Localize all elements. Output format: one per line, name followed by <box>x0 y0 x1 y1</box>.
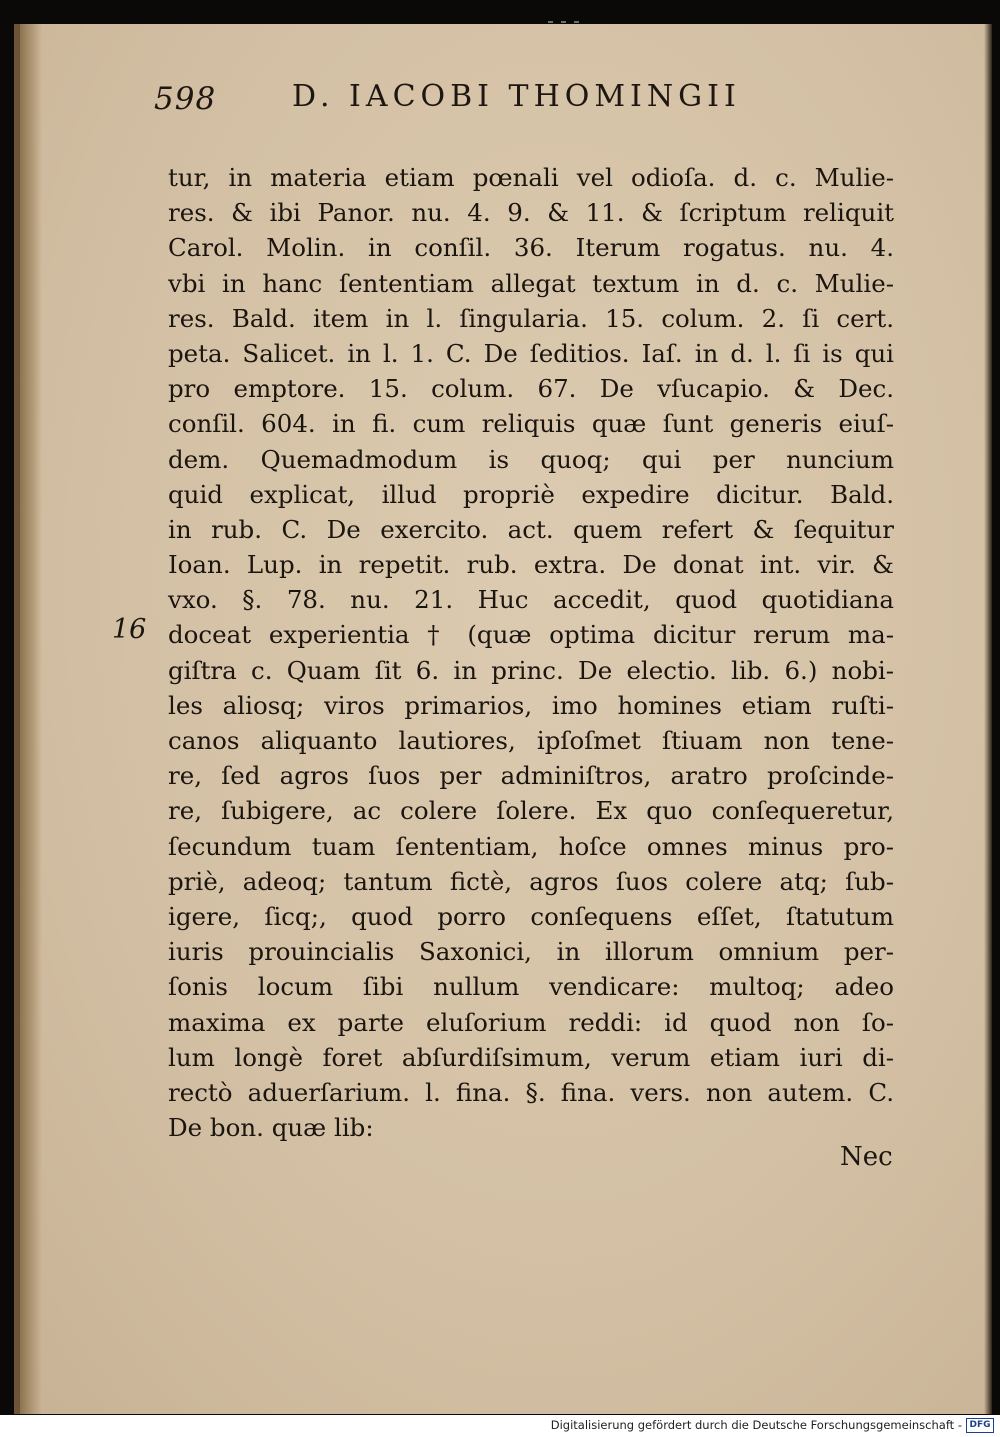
text-line: peta. Salicet. in l. 1. C. De ſeditios. Iaſ. in d. l. ſi is qui <box>168 338 894 368</box>
text-line: re, ſed agros ſuos per adminiſtros, aratro proſcinde- <box>168 761 894 791</box>
text-line: maxima ex parte eluſorium reddi: id quod non ſo- <box>168 1007 894 1037</box>
text-line: rectò aduerſarium. l. fina. §. fina. vers. non autem. C. <box>168 1077 894 1107</box>
text-line: Carol. Molin. in conſil. 36. Iterum rogatus. nu. 4. <box>168 233 894 263</box>
dfg-logo: DFG <box>966 1418 994 1433</box>
text-line: vxo. §. 78. nu. 21. Huc accedit, quod quotidiana <box>168 585 894 615</box>
running-head: D. IACOBI THOMINGII <box>292 79 741 114</box>
text-line: in rub. C. De exercito. act. quem refert & ſequitur <box>168 514 894 544</box>
text-line: igere, ſicq;, quod porro conſequens eſſet, ſtatutum <box>168 901 894 931</box>
scan-top-marks <box>548 10 588 14</box>
page-edge-shadow <box>984 24 992 1414</box>
text-line: canos aliquanto lautiores, ipſoſmet ſtiuam non tene- <box>168 726 894 755</box>
page-gutter <box>20 24 42 1414</box>
text-line: De bon. quæ lib: <box>168 1113 374 1143</box>
text-line: doceat experientia † (quæ optima dicitur rerum ma- <box>168 620 894 650</box>
text-line: lum longè foret abſurdiſsimum, verum etiam iuri di- <box>168 1042 894 1072</box>
text-line: vbi in hanc ſententiam allegat textum in d. c. Mulie- <box>168 268 894 298</box>
text-line: pro emptore. 15. colum. 67. De vſucapio. & Dec. <box>168 374 894 404</box>
margin-note-number: 16 <box>112 614 147 645</box>
text-line: ſonis locum ſibi nullum vendicare: multoq; adeo <box>168 972 894 1002</box>
text-line: priè, adeoq; tantum fictè, agros ſuos colere atq; ſub- <box>168 866 894 896</box>
text-line: re, ſubigere, ac colere ſolere. Ex quo conſequeretur, <box>168 796 894 826</box>
body-text <box>168 160 894 1145</box>
text-line: quid explicat, illud propriè expedire dicitur. Bald. <box>168 479 894 509</box>
text-line: iuris prouincialis Saxonici, in illorum omnium per- <box>168 937 894 967</box>
footer-credit: Digitalisierung gefördert durch die Deutsche Forschungsgemeinschaft - <box>550 1418 962 1432</box>
text-line: res. & ibi Panor. nu. 4. 9. & 11. & ſcriptum reliquit <box>168 198 894 228</box>
text-line: dem. Quemadmodum is quoq; qui per nuncium <box>168 444 894 474</box>
text-line: conſil. 604. in fi. cum reliquis quæ ſunt generis eiuſ- <box>168 409 894 439</box>
page-header <box>154 77 794 121</box>
text-line: giſtra c. Quam ſit 6. in princ. De electio. lib. 6.) nobi- <box>168 655 894 685</box>
digitization-footer <box>0 1415 1000 1437</box>
text-line: les aliosq; viros primarios, imo homines etiam ruſti- <box>168 690 894 720</box>
text-line: ſecundum tuam ſententiam, hoſce omnes minus pro- <box>168 831 894 861</box>
text-line: tur, in materia etiam pœnali vel odioſa. d. c. Mulie- <box>168 163 894 192</box>
text-line: res. Bald. item in l. ſingularia. 15. colum. 2. ſi cert. <box>168 303 894 333</box>
catchword: Nec <box>840 1142 893 1172</box>
text-line: Ioan. Lup. in repetit. rub. extra. De donat int. vir. & <box>168 550 894 580</box>
page-number: 598 <box>154 81 217 117</box>
